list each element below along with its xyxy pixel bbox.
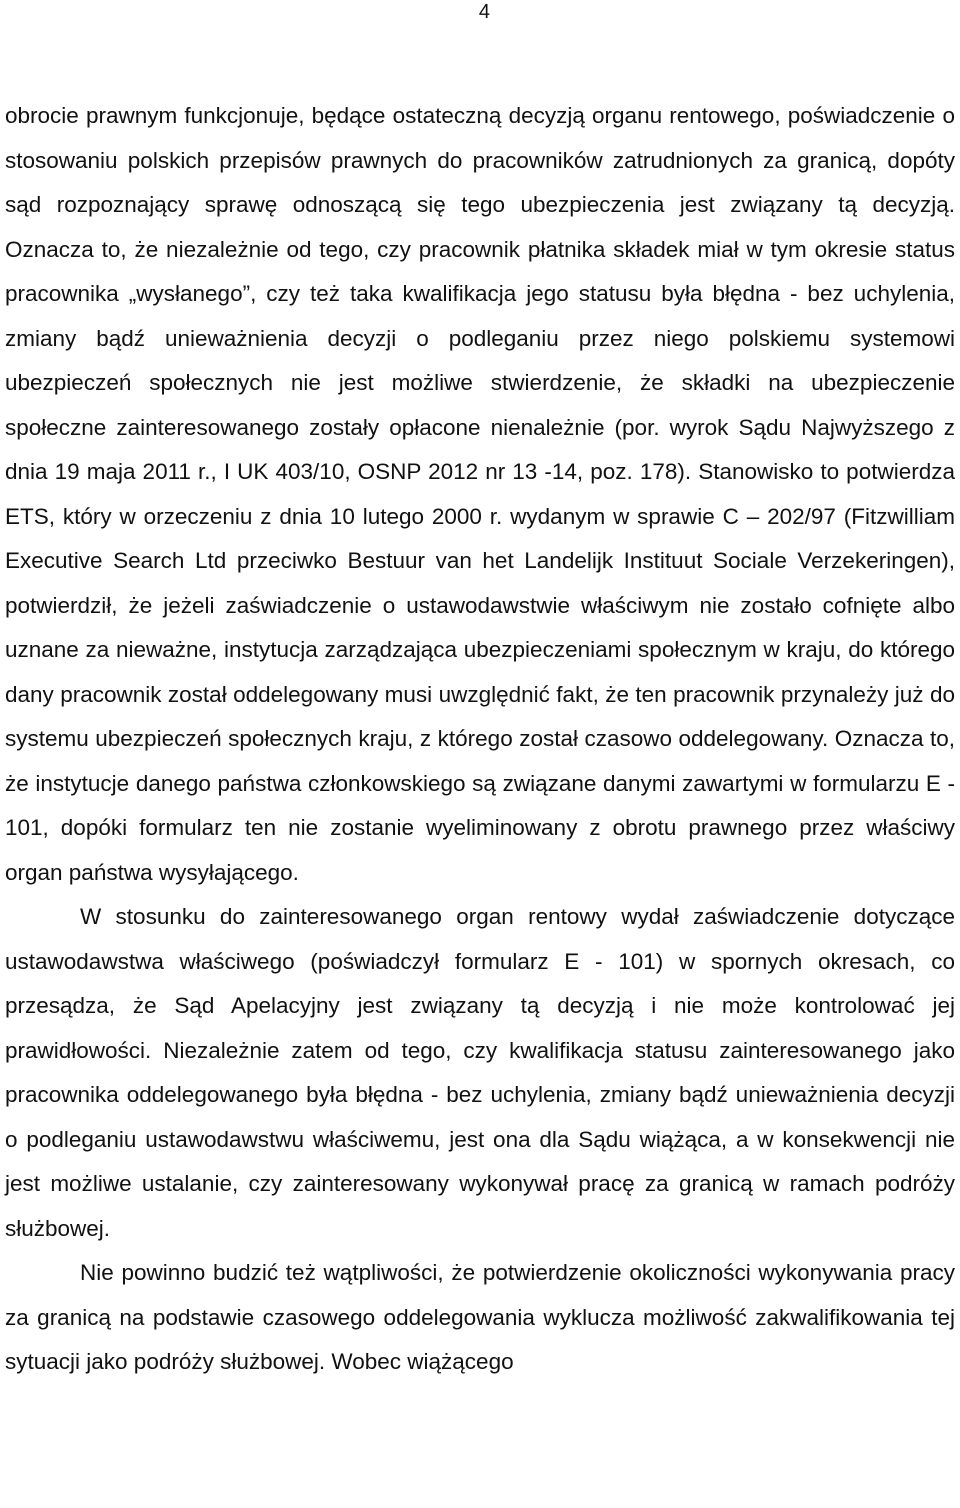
page-number: 4 <box>478 1 490 23</box>
document-body <box>5 94 955 1385</box>
paragraph-1: obrocie prawnym funkcjonuje, będące ostateczną decyzją organu rentowego, poświadczenie o stosowaniu polskich przepisów prawnych do pracowników zatrudnionych za granicą, dopóty sąd rozpoznający sprawę odnoszącą się tego ubezpieczenia jest związany tą decyzją. Oznacza to, że niezależnie od tego, czy pracownik płatnika składek miał w tym okresie status pracownika „wysłanego”, czy też taka kwalifikacja jego statusu była błędna - bez uchylenia, zmiany bądź unieważnienia decyzji o podleganiu przez niego polskiemu systemowi ubezpieczeń społecznych nie jest możliwe stwierdzenie, że składki na ubezpieczenie społeczne zainteresowanego zostały opłacone nienależnie (por. wyrok Sądu Najwyższego z dnia 19 maja 2011 r., I UK 403/10, OSNP 2012 nr 13 -14, poz. 178). Stanowisko to potwierdza ETS, który w orzeczeniu z dnia 10 lutego 2000 r. wydanym w sprawie C – 202/97 (Fitzwilliam Executive Search Ltd przeciwko Bestuur van het Landelijk Instituut Sociale Verzekeringen), potwierdził, że jeżeli zaświadczenie o ustawodawstwie właściwym nie zostało cofnięte albo uznane za nieważne, instytucja zarządzająca ubezpieczeniami społecznym w kraju, do którego dany pracownik został oddelegowany musi uwzględnić fakt, że ten pracownik przynależy już do systemu ubezpieczeń społecznych kraju, z którego został czasowo oddelegowany. Oznacza to, że instytucje danego państwa członkowskiego są związane danymi zawartymi w formularzu E - 101, dopóki formularz ten nie zostanie wyeliminowany z obrotu prawnego przez właściwy organ państwa wysyłającego. <box>5 103 955 885</box>
paragraph-2: W stosunku do zainteresowanego organ rentowy wydał zaświadczenie dotyczące ustawodawstwa właściwego (poświadczył formularz E - 101) w spornych okresach, co przesądza, że Sąd Apelacyjny jest związany tą decyzją i nie może kontrolować jej prawidłowości. Niezależnie zatem od tego, czy kwalifikacja statusu zainteresowanego jako pracownika oddelegowanego była błędna - bez uchylenia, zmiany bądź unieważnienia decyzji o podleganiu ustawodawstwu właściwemu, jest ona dla Sądu wiążąca, a w konsekwencji nie jest możliwe ustalanie, czy zainteresowany wykonywał pracę za granicą w ramach podróży służbowej. <box>5 904 955 1241</box>
paragraph-3: Nie powinno budzić też wątpliwości, że potwierdzenie okoliczności wykonywania pracy za granicą na podstawie czasowego oddelegowania wyklucza możliwość zakwalifikowania tej sytuacji jako podróży służbowej. Wobec wiążącego <box>5 1260 955 1374</box>
